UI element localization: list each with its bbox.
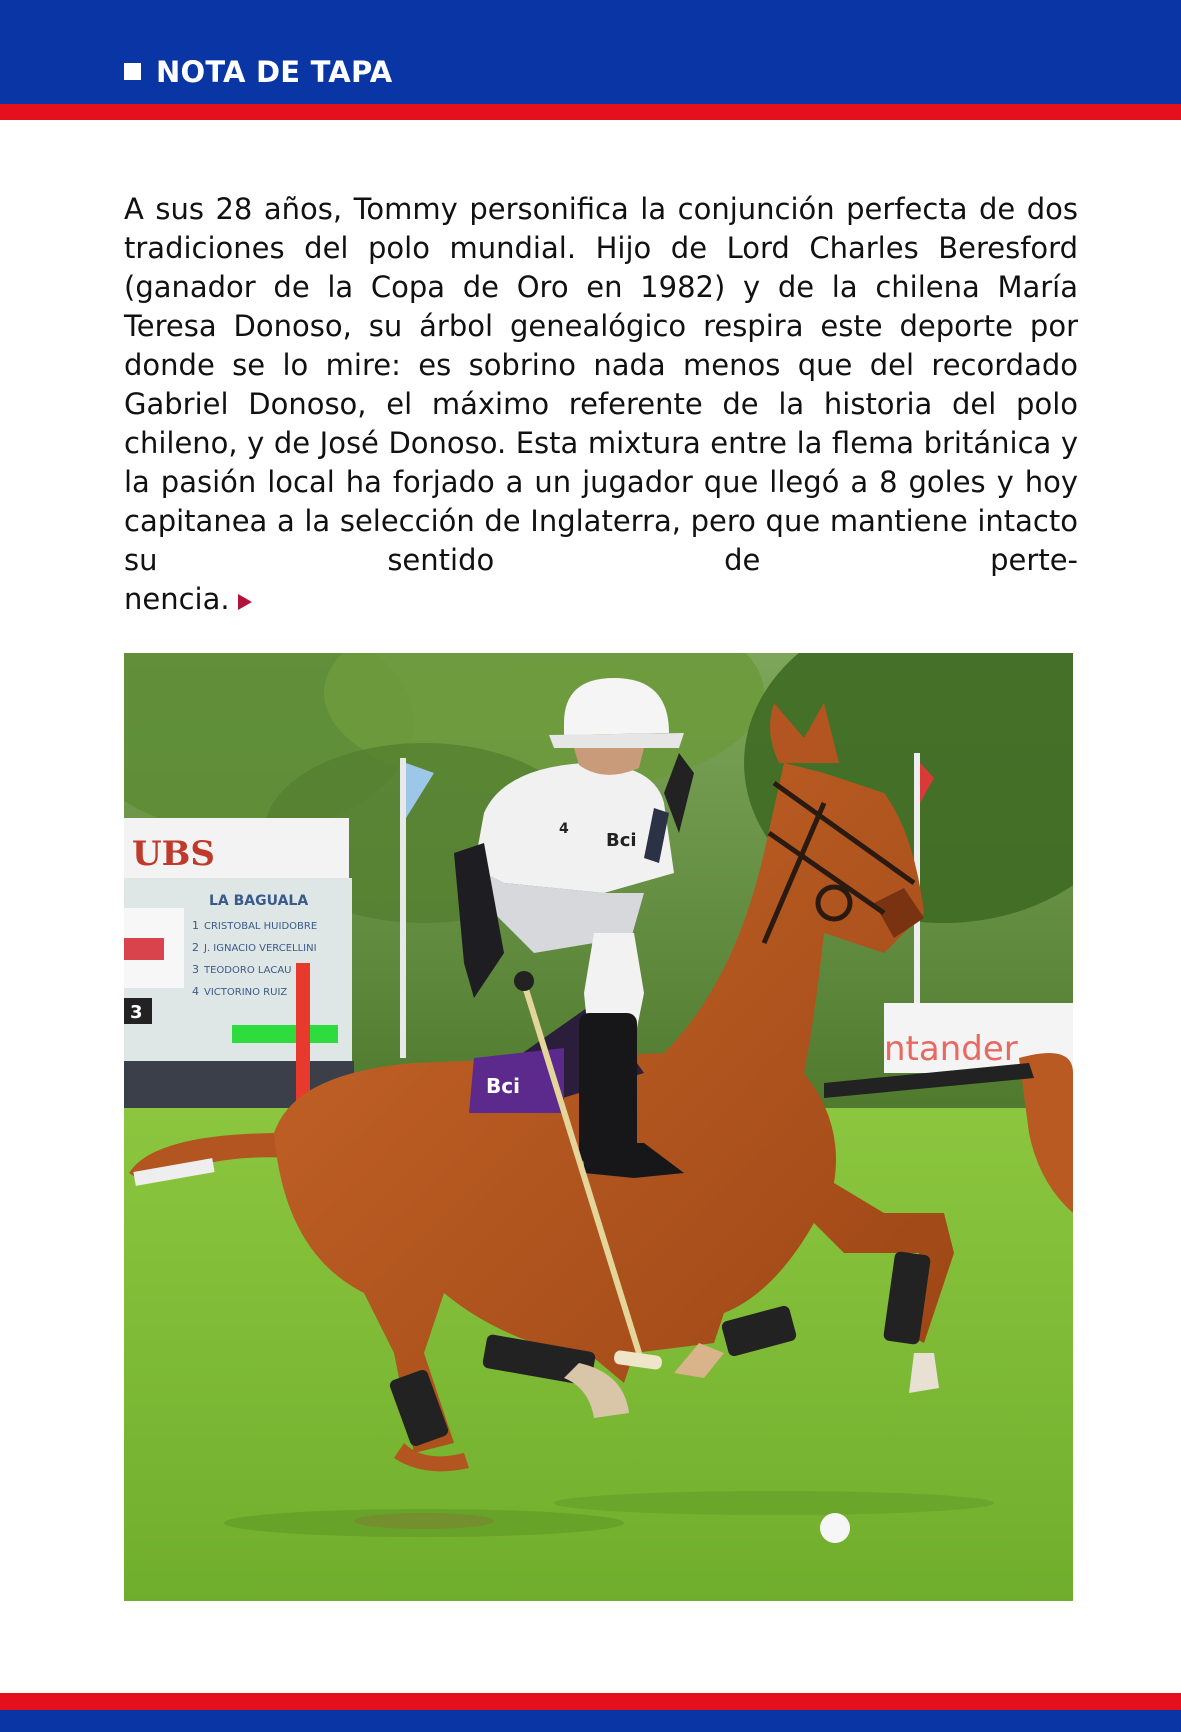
jersey-number: 4 [559,821,569,837]
banner-text: ntander [884,1029,1018,1069]
scoreboard-row-name: J. IGNACIO VERCELLINI [204,943,317,954]
scoreboard-row-num: 2 [192,941,199,954]
footer-band [0,1710,1181,1732]
scoreboard-row-num: 1 [192,919,199,932]
scoreboard-row-num: 4 [192,985,199,998]
ubs-sign-text: UBS [132,834,215,874]
end-of-article-triangle-icon [238,594,252,610]
jersey-sponsor: Bci [606,830,637,851]
polo-player-photo [124,653,1073,1601]
section-label: NOTA DE TAPA [156,55,393,89]
article-last-line [124,580,1078,619]
footer-red-stripe [0,1693,1181,1710]
scoreboard-row-num: 3 [192,963,199,976]
scoreboard-row-name: VICTORINO RUIZ [204,987,288,998]
scoreboard-side-number: 3 [130,1002,143,1023]
section-square-icon [124,63,141,80]
scoreboard-row-name: CRISTOBAL HUIDOBRE [204,921,318,932]
scoreboard-row-name: TEODORO LACAU [204,965,292,976]
photo-illustration [124,653,1073,1601]
polo-ball [820,1513,850,1543]
header-red-stripe [0,104,1181,120]
scoreboard-team: LA BAGUALA [209,893,309,909]
saddle-cloth-text: Bci [486,1074,520,1098]
article-last-words: nencia. [124,582,230,616]
article-paragraph [124,190,1078,619]
article-text: A sus 28 años, Tommy personifica la conjunción perfecta de dos tradiciones del polo mundial. Hijo de Lord Charles Beresford (ganador de la Copa de Oro en 1982) y de la chilena María Teresa Donoso, su árbol genealógico respira este deporte por donde se lo mire: es sobrino nada menos que del recordado Gabriel Donoso, el máximo referente de la historia del polo chileno, y de José Donoso. Esta mixtura entre la flema británica y la pasión local ha forjado a un jugador que llegó a 8 goles y hoy capitanea a la selección de Inglaterra, pero que mantiene intacto su sentido de perte- [124,192,1078,577]
